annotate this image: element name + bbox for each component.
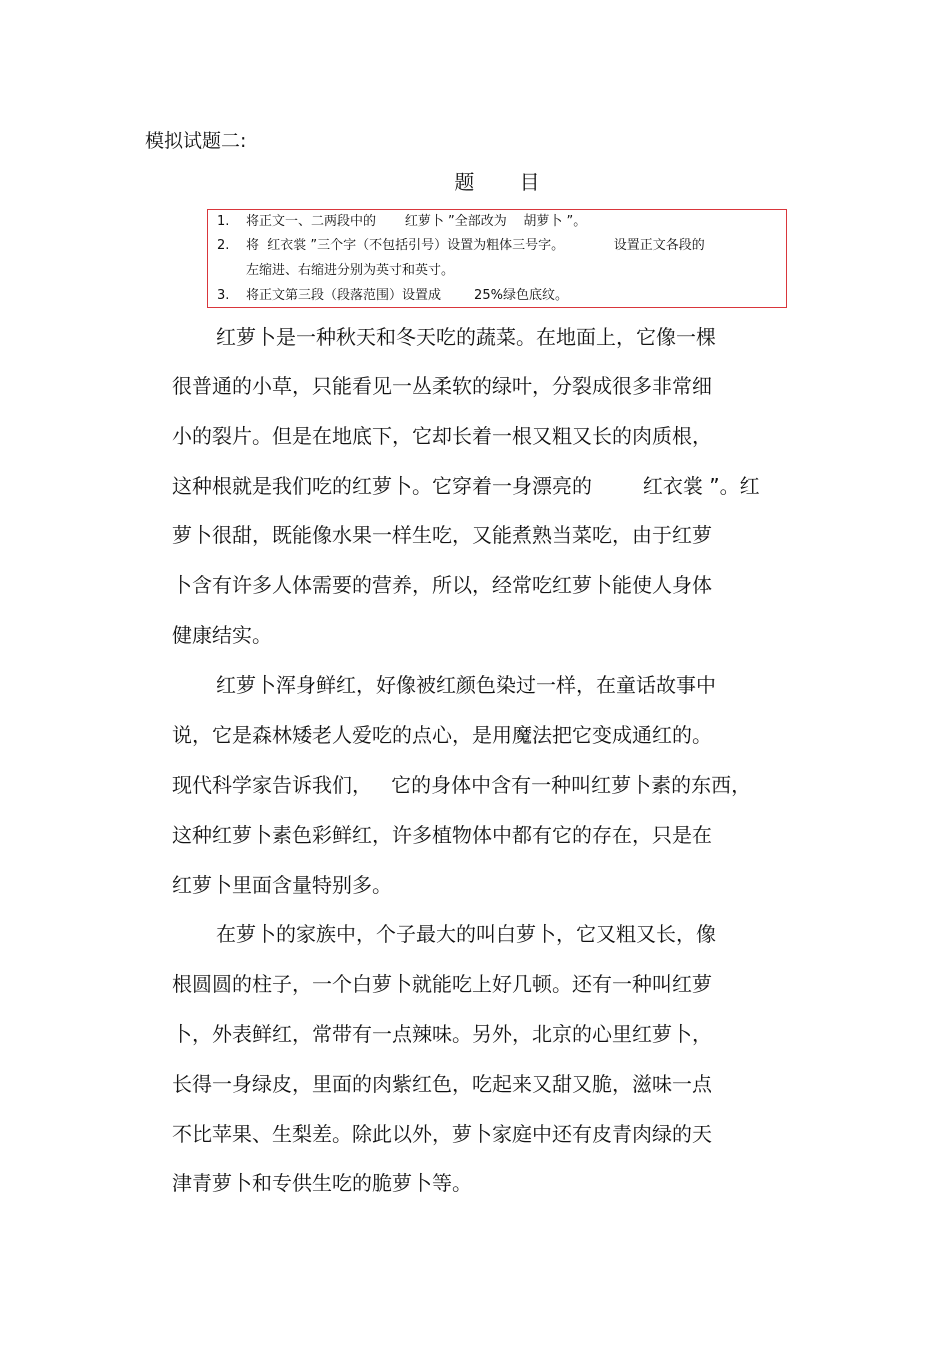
paragraph-line: 健康结实。 xyxy=(172,623,272,647)
task-text-continued: 左缩进、右缩进分别为英寸和英寸。 xyxy=(246,263,455,278)
task-text: 将正文一、二两段中的 红萝卜 ”全部改为 胡萝卜 ”。 xyxy=(246,214,587,229)
task-text: 将正文第三段（段落范围）设置成 25%绿色底纹。 xyxy=(246,288,568,303)
task-number: 2. xyxy=(217,238,230,253)
paragraph-line: 长得一身绿皮，里面的肉紫红色，吃起来又甜又脆，滋味一点 xyxy=(172,1072,712,1096)
paragraph-line: 卜，外表鲜红，常带有一点辣味。另外，北京的心里红萝卜， xyxy=(172,1022,712,1046)
section-title: 题 目 xyxy=(454,170,541,194)
paragraph-line: 现代科学家告诉我们， 它的身体中含有一种叫红萝卜素的东西， xyxy=(172,773,752,797)
paragraph-line: 红萝卜是一种秋天和冬天吃的蔬菜。在地面上，它像一棵 xyxy=(216,325,716,349)
paragraph-line: 在萝卜的家族中，个子最大的叫白萝卜，它又粗又长，像 xyxy=(216,922,716,946)
task-text: 将 红衣裳 ”三个字（不包括引号）设置为粗体三号字。 设置正文各段的 xyxy=(246,238,705,253)
paragraph-line: 根圆圆的柱子，一个白萝卜就能吃上好几顿。还有一种叫红萝 xyxy=(172,972,712,996)
paragraph-line: 卜含有许多人体需要的营养，所以，经常吃红萝卜能使人身体 xyxy=(172,573,712,597)
paragraph-line: 小的裂片。但是在地底下，它却长着一根又粗又长的肉质根， xyxy=(172,424,712,448)
task-number: 3. xyxy=(217,288,230,303)
paragraph-line: 这种根就是我们吃的红萝卜。它穿着一身漂亮的 红衣裳 ”。红 xyxy=(172,474,760,498)
exam-heading: 模拟试题二: xyxy=(145,130,247,152)
paragraph-line: 不比苹果、生梨差。除此以外，萝卜家庭中还有皮青肉绿的天 xyxy=(172,1122,712,1146)
paragraph-line: 红萝卜浑身鲜红，好像被红颜色染过一样，在童话故事中 xyxy=(216,673,716,697)
paragraph-line: 说，它是森林矮老人爱吃的点心，是用魔法把它变成通红的。 xyxy=(172,723,712,747)
paragraph-line: 萝卜很甜，既能像水果一样生吃，又能煮熟当菜吃，由于红萝 xyxy=(172,523,712,547)
paragraph-line: 这种红萝卜素色彩鲜红，许多植物体中都有它的存在，只是在 xyxy=(172,823,712,847)
task-number: 1. xyxy=(217,214,230,229)
paragraph-line: 红萝卜里面含量特别多。 xyxy=(172,873,392,897)
paragraph-line: 很普通的小草，只能看见一丛柔软的绿叶，分裂成很多非常细 xyxy=(172,374,712,398)
paragraph-line: 津青萝卜和专供生吃的脆萝卜等。 xyxy=(172,1171,472,1195)
